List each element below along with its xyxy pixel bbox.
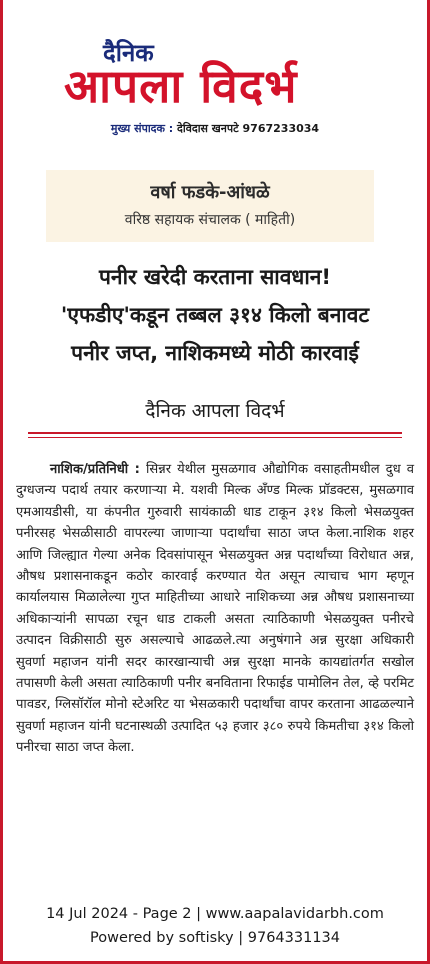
divider-rule-thin (28, 437, 402, 438)
editor-value: देविदास खनपटे 9767233034 (177, 122, 320, 135)
footer-line-2: Powered by softisky | 9764331134 (89, 930, 340, 946)
byline-name: वर्षा फडके-आंधळे (150, 182, 270, 203)
source-line: दैनिक आपला विदर्भ (145, 400, 285, 422)
masthead-small-title: दैनिक (103, 39, 154, 67)
article-text: सिन्नर येथील मुसळगाव औद्योगिक वसाहतीमधील दुध व दुग्धजन्य पदार्थ तयार करणाऱ्या मे. यशवी मिल्क अँण्ड मिल्क प्रॉडक्टस, मुसळगाव एमआयडीसी, या कंपनीत गुरुवारी सायंकाळी धाड टाकून ३१४ किलो भेसळयुक्त पनीरसह भेसळीसाठी वापरल्या जाणाऱ्या पदार्थांचा साठा जप्त केला.नाशिक शहर आणि जिल्ह्यात गेल्या अनेक दिवसांपासून भेसळयुक्त अन्न पदार्थांच्या विरोधात अन्न, औषध प्रशासनाकडून कठोर कारवाई करण्यात येत असून त्याचाच भाग म्हणून कार्यालयास मिळालेल्या गुप्त माहितीच्या आधारे नाशिकच्या अन्न औषध प्रशासनाच्या अधिकाऱ्यांनी सापळा रचून धाड टाकली असता त्याठिकाणी भेसळयुक्त पनीरचे उत्पादन विक्रीसाठी सुरु असल्याचे आढळले.त्या अनुषंगाने अन्न सुरक्षा अधिकारी सुवर्णा महाजन यांनी सदर कारखान्याची अन्न सुरक्षा मानके कायद्यांतर्गत सखोल तपासणी केली असता त्याठिकाणी पनीर बनविताना रिफाईड पामोलिन तेल, व्हे परमिट पावडर, ग्लिसॉरॉल मोनो स्टेअरिट या भेसळकारी पदार्थांचा वापर करताना आढळल्याने सुवर्णा महाजन यांनी घटनास्थळी उत्पादित ५३ हजार ३८० रुपये किमतीचा ३१४ किलो पनीरचा साठा जप्त केला. (16, 462, 414, 756)
byline-role: वरिष्ठ सहायक संचालक ( माहिती) (124, 212, 296, 228)
headline-line-1: पनीर खरेदी करताना सावधान! (98, 265, 332, 289)
masthead-title: आपला विदर्भ (64, 59, 298, 113)
article-body (16, 459, 414, 759)
editor-label: मुख्य संपादक : (110, 122, 174, 135)
editor-line (0, 121, 430, 136)
footer-line-1: 14 Jul 2024 - Page 2 | www.aapalavidarbh.com (46, 906, 384, 922)
divider-rule (28, 432, 402, 434)
headline-line-3: पनीर जप्त, नाशिकमध्ये मोठी कारवाई (71, 341, 359, 365)
dateline: नाशिक/प्रतिनिधी : (50, 462, 140, 477)
footer (0, 902, 430, 950)
headline-line-2: 'एफडीए'कडून तब्बल ३१४ किलो बनावट (60, 303, 370, 327)
byline-box (46, 170, 374, 242)
headline (30, 258, 400, 372)
